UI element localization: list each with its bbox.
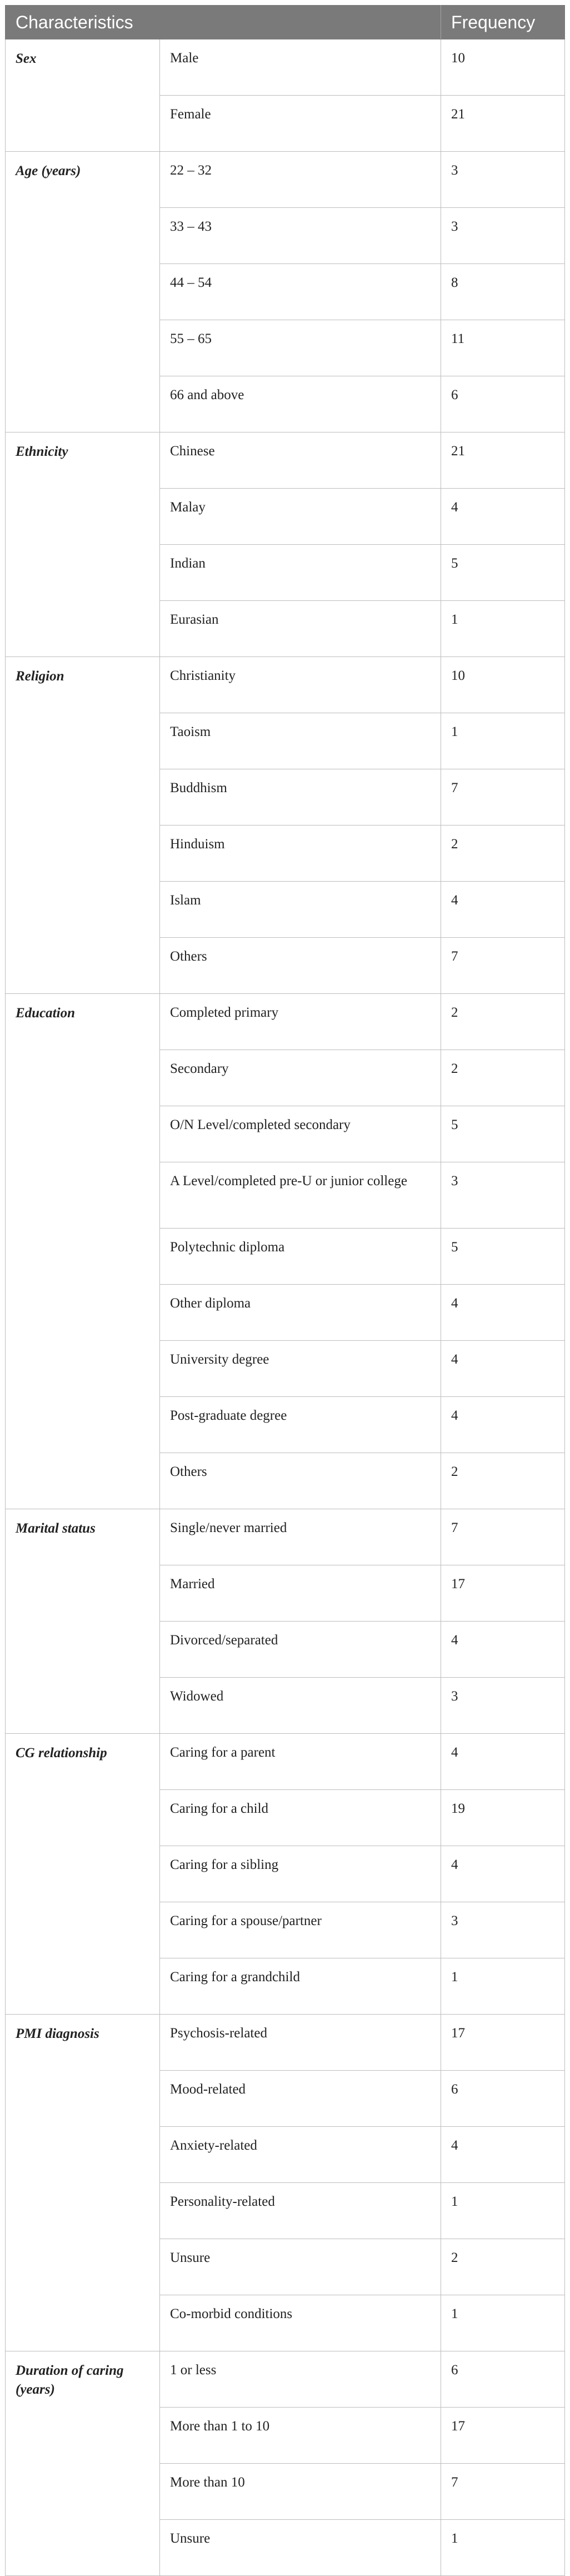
frequency-cell: 5	[441, 1229, 565, 1285]
category-label: Marital status	[6, 1509, 160, 1734]
characteristic-value: Caring for a child	[160, 1790, 441, 1846]
frequency-cell: 10	[441, 657, 565, 713]
frequency-cell: 17	[441, 1565, 565, 1622]
table-row	[6, 432, 565, 489]
frequency-cell: 1	[441, 2183, 565, 2239]
characteristic-value: Polytechnic diploma	[160, 1229, 441, 1285]
characteristic-value: University degree	[160, 1341, 441, 1397]
category-label: Duration of caring (years)	[6, 2351, 160, 2576]
category-label: CG relationship	[6, 1734, 160, 2015]
characteristic-value: Chinese	[160, 432, 441, 489]
characteristic-value: Others	[160, 1453, 441, 1509]
frequency-cell: 4	[441, 1397, 565, 1453]
frequency-cell: 1	[441, 2520, 565, 2576]
characteristic-value: Psychosis-related	[160, 2015, 441, 2071]
characteristic-value: Divorced/separated	[160, 1622, 441, 1678]
frequency-cell: 17	[441, 2015, 565, 2071]
frequency-cell: 11	[441, 320, 565, 376]
characteristic-value: Hinduism	[160, 825, 441, 882]
frequency-cell: 4	[441, 1285, 565, 1341]
frequency-cell: 3	[441, 1902, 565, 1958]
characteristic-value: Male	[160, 39, 441, 96]
table-row	[6, 994, 565, 1050]
characteristic-value: 44 – 54	[160, 264, 441, 320]
category-label: Age (years)	[6, 152, 160, 432]
characteristic-value: Female	[160, 96, 441, 152]
characteristic-value: Single/never married	[160, 1509, 441, 1565]
frequency-cell: 2	[441, 2239, 565, 2295]
header-characteristics: Characteristics	[6, 6, 441, 39]
characteristic-value: Married	[160, 1565, 441, 1622]
category-label: Sex	[6, 39, 160, 152]
frequency-cell: 7	[441, 938, 565, 994]
table-header	[6, 6, 565, 39]
frequency-cell: 4	[441, 882, 565, 938]
frequency-cell: 5	[441, 545, 565, 601]
characteristic-value: Christianity	[160, 657, 441, 713]
frequency-cell: 10	[441, 39, 565, 96]
characteristic-value: Co-morbid conditions	[160, 2295, 441, 2351]
frequency-cell: 3	[441, 1162, 565, 1229]
table-body	[6, 39, 565, 2576]
characteristic-value: Anxiety-related	[160, 2127, 441, 2183]
frequency-cell: 4	[441, 1846, 565, 1902]
characteristic-value: Caring for a spouse/partner	[160, 1902, 441, 1958]
characteristic-value: Unsure	[160, 2239, 441, 2295]
frequency-cell: 2	[441, 1453, 565, 1509]
table-row	[6, 2351, 565, 2408]
characteristic-value: Secondary	[160, 1050, 441, 1106]
characteristics-table	[5, 5, 565, 2576]
frequency-cell: 1	[441, 713, 565, 769]
frequency-cell: 19	[441, 1790, 565, 1846]
frequency-cell: 1	[441, 601, 565, 657]
frequency-cell: 2	[441, 1050, 565, 1106]
header-frequency: Frequency	[441, 6, 565, 39]
category-label: Ethnicity	[6, 432, 160, 657]
characteristic-value: Widowed	[160, 1678, 441, 1734]
characteristic-value: More than 10	[160, 2464, 441, 2520]
frequency-cell: 1	[441, 1958, 565, 2015]
frequency-cell: 8	[441, 264, 565, 320]
characteristic-value: 55 – 65	[160, 320, 441, 376]
characteristic-value: 33 – 43	[160, 208, 441, 264]
characteristic-value: Caring for a sibling	[160, 1846, 441, 1902]
category-label: Religion	[6, 657, 160, 994]
frequency-cell: 7	[441, 2464, 565, 2520]
table-row	[6, 39, 565, 96]
characteristic-value: Taoism	[160, 713, 441, 769]
table-row	[6, 152, 565, 208]
frequency-cell: 7	[441, 1509, 565, 1565]
characteristic-value: Mood-related	[160, 2071, 441, 2127]
characteristic-value: Personality-related	[160, 2183, 441, 2239]
frequency-cell: 7	[441, 769, 565, 825]
characteristic-value: A Level/completed pre-U or junior college	[160, 1162, 441, 1229]
characteristic-value: Malay	[160, 489, 441, 545]
characteristic-value: Eurasian	[160, 601, 441, 657]
frequency-cell: 2	[441, 994, 565, 1050]
frequency-cell: 2	[441, 825, 565, 882]
characteristic-value: More than 1 to 10	[160, 2408, 441, 2464]
characteristic-value: O/N Level/completed secondary	[160, 1106, 441, 1162]
table-row	[6, 1734, 565, 1790]
characteristics-table-container	[5, 5, 564, 2576]
characteristic-value: Caring for a parent	[160, 1734, 441, 1790]
frequency-cell: 4	[441, 1734, 565, 1790]
category-label: PMI diagnosis	[6, 2015, 160, 2351]
frequency-cell: 21	[441, 96, 565, 152]
characteristic-value: Others	[160, 938, 441, 994]
frequency-cell: 3	[441, 152, 565, 208]
frequency-cell: 6	[441, 376, 565, 432]
characteristic-value: Post-graduate degree	[160, 1397, 441, 1453]
characteristic-value: Buddhism	[160, 769, 441, 825]
frequency-cell: 1	[441, 2295, 565, 2351]
frequency-cell: 4	[441, 1341, 565, 1397]
frequency-cell: 4	[441, 2127, 565, 2183]
characteristic-value: 66 and above	[160, 376, 441, 432]
characteristic-value: Caring for a grandchild	[160, 1958, 441, 2015]
table-row	[6, 2015, 565, 2071]
category-label: Education	[6, 994, 160, 1509]
characteristic-value: 22 – 32	[160, 152, 441, 208]
frequency-cell: 17	[441, 2408, 565, 2464]
table-row	[6, 1509, 565, 1565]
frequency-cell: 4	[441, 1622, 565, 1678]
frequency-cell: 5	[441, 1106, 565, 1162]
characteristic-value: Other diploma	[160, 1285, 441, 1341]
frequency-cell: 6	[441, 2351, 565, 2408]
characteristic-value: Completed primary	[160, 994, 441, 1050]
frequency-cell: 3	[441, 208, 565, 264]
frequency-cell: 3	[441, 1678, 565, 1734]
frequency-cell: 4	[441, 489, 565, 545]
characteristic-value: Unsure	[160, 2520, 441, 2576]
header-row	[6, 6, 565, 39]
characteristic-value: 1 or less	[160, 2351, 441, 2408]
characteristic-value: Islam	[160, 882, 441, 938]
frequency-cell: 6	[441, 2071, 565, 2127]
frequency-cell: 21	[441, 432, 565, 489]
table-row	[6, 657, 565, 713]
characteristic-value: Indian	[160, 545, 441, 601]
